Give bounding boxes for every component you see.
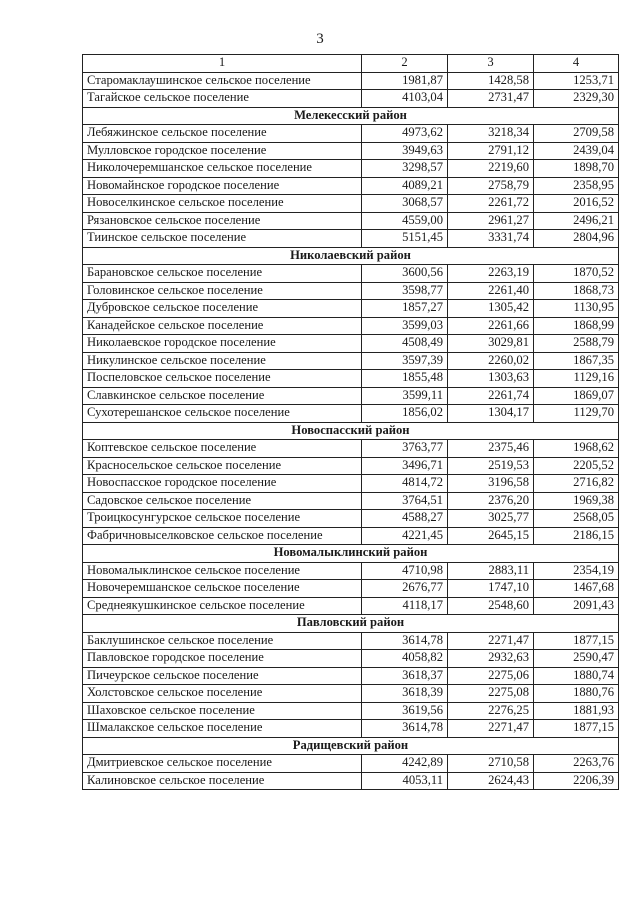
settlement-name: Николочеремшанское сельское поселение [83,160,362,178]
table-row [83,317,619,335]
settlement-name: Николаевское городское поселение [83,335,362,353]
settlement-name: Калиновское сельское поселение [83,772,362,790]
table-row [83,440,619,458]
value-col-4: 2263,76 [534,755,619,773]
value-col-4: 2205,52 [534,457,619,475]
table-body [83,72,619,790]
value-col-3: 2261,40 [448,282,534,300]
value-col-3: 2271,47 [448,720,534,738]
value-col-3: 2275,08 [448,685,534,703]
column-header-3: 3 [448,55,534,73]
settlement-name: Тагайское сельское поселение [83,90,362,108]
table-row [83,90,619,108]
table-row [83,580,619,598]
value-col-4: 1129,16 [534,370,619,388]
table-row [83,230,619,248]
value-col-3: 2645,15 [448,527,534,545]
value-col-3: 2271,47 [448,632,534,650]
district-name: Новоспасский район [83,422,619,440]
table-row [83,562,619,580]
value-col-2: 3764,51 [362,492,448,510]
column-header-2: 2 [362,55,448,73]
value-col-3: 2261,66 [448,317,534,335]
district-name: Мелекесский район [83,107,619,125]
value-col-4: 2804,96 [534,230,619,248]
table-row [83,335,619,353]
settlement-name: Сухотерешанское сельское поселение [83,405,362,423]
settlement-name: Среднеякушкинское сельское поселение [83,597,362,615]
value-col-4: 1881,93 [534,702,619,720]
value-col-4: 2709,58 [534,125,619,143]
settlement-name: Барановское сельское поселение [83,265,362,283]
table-row [83,142,619,160]
value-col-4: 2186,15 [534,527,619,545]
value-col-4: 1253,71 [534,72,619,90]
district-heading-row [83,615,619,633]
value-col-3: 2261,74 [448,387,534,405]
table-row [83,352,619,370]
value-col-2: 3619,56 [362,702,448,720]
value-col-3: 3196,58 [448,475,534,493]
value-col-3: 2376,20 [448,492,534,510]
table-row [83,405,619,423]
table-row [83,475,619,493]
district-heading-row [83,107,619,125]
value-col-2: 3614,78 [362,720,448,738]
table-row [83,177,619,195]
settlement-name: Коптевское сельское поселение [83,440,362,458]
table-row [83,720,619,738]
value-col-2: 1981,87 [362,72,448,90]
value-col-2: 4973,62 [362,125,448,143]
value-col-4: 2590,47 [534,650,619,668]
table-row [83,370,619,388]
settlement-name: Новоспасское городское поселение [83,475,362,493]
settlement-name: Лебяжинское сельское поселение [83,125,362,143]
value-col-3: 2624,43 [448,772,534,790]
value-col-3: 2275,06 [448,667,534,685]
table-row [83,72,619,90]
settlement-name: Баклушинское сельское поселение [83,632,362,650]
settlement-name: Новоселкинское сельское поселение [83,195,362,213]
table-row [83,650,619,668]
table-row [83,300,619,318]
value-col-2: 3598,77 [362,282,448,300]
table-row [83,282,619,300]
value-col-2: 3068,57 [362,195,448,213]
value-col-4: 1898,70 [534,160,619,178]
settlement-name: Славкинское сельское поселение [83,387,362,405]
value-col-4: 1877,15 [534,632,619,650]
value-col-4: 1130,95 [534,300,619,318]
value-col-2: 3614,78 [362,632,448,650]
table-row [83,265,619,283]
value-col-2: 3618,37 [362,667,448,685]
value-col-2: 3599,03 [362,317,448,335]
value-col-2: 4103,04 [362,90,448,108]
value-col-2: 4508,49 [362,335,448,353]
settlement-name: Новомалыклинское сельское поселение [83,562,362,580]
value-col-3: 2758,79 [448,177,534,195]
settlement-name: Канадейское сельское поселение [83,317,362,335]
value-col-3: 3331,74 [448,230,534,248]
value-col-2: 3600,56 [362,265,448,283]
value-col-3: 2519,53 [448,457,534,475]
value-col-2: 3618,39 [362,685,448,703]
value-col-4: 2588,79 [534,335,619,353]
district-name: Новомалыклинский район [83,545,619,563]
value-col-4: 1969,38 [534,492,619,510]
settlement-name: Дмитриевское сельское поселение [83,755,362,773]
value-col-4: 2439,04 [534,142,619,160]
value-col-3: 2260,02 [448,352,534,370]
value-col-4: 1968,62 [534,440,619,458]
settlement-name: Новомайнское городское поселение [83,177,362,195]
value-col-4: 1868,73 [534,282,619,300]
value-col-2: 3949,63 [362,142,448,160]
value-col-3: 3218,34 [448,125,534,143]
value-col-3: 1747,10 [448,580,534,598]
value-col-3: 2791,12 [448,142,534,160]
district-name: Павловский район [83,615,619,633]
value-col-2: 3763,77 [362,440,448,458]
settlement-name: Никулинское сельское поселение [83,352,362,370]
district-name: Радищевский район [83,737,619,755]
value-col-2: 5151,45 [362,230,448,248]
value-col-4: 1467,68 [534,580,619,598]
table-row [83,387,619,405]
value-col-3: 2548,60 [448,597,534,615]
page-number: 3 [316,31,324,47]
settlement-name: Старомаклаушинское сельское поселение [83,72,362,90]
district-heading-row [83,737,619,755]
settlement-name: Фабричновыселковское сельское поселение [83,527,362,545]
value-col-3: 1428,58 [448,72,534,90]
value-col-3: 2261,72 [448,195,534,213]
column-header-4: 4 [534,55,619,73]
value-col-3: 2276,25 [448,702,534,720]
value-col-2: 4053,11 [362,772,448,790]
table-row [83,632,619,650]
value-col-4: 2568,05 [534,510,619,528]
value-col-4: 1129,70 [534,405,619,423]
settlement-name: Головинское сельское поселение [83,282,362,300]
value-col-3: 1303,63 [448,370,534,388]
value-col-4: 2496,21 [534,212,619,230]
value-col-2: 2676,77 [362,580,448,598]
table-row [83,667,619,685]
district-name: Николаевский район [83,247,619,265]
value-col-4: 2091,43 [534,597,619,615]
settlement-name: Рязановское сельское поселение [83,212,362,230]
value-col-4: 1868,99 [534,317,619,335]
settlement-name: Холстовское сельское поселение [83,685,362,703]
value-col-3: 2961,27 [448,212,534,230]
settlement-name: Павловское городское поселение [83,650,362,668]
value-col-4: 2329,30 [534,90,619,108]
settlement-name: Шмалакское сельское поселение [83,720,362,738]
table-row [83,160,619,178]
value-col-2: 4058,82 [362,650,448,668]
table-row [83,527,619,545]
value-col-3: 2263,19 [448,265,534,283]
value-col-3: 2375,46 [448,440,534,458]
value-col-2: 1855,48 [362,370,448,388]
value-col-2: 4559,00 [362,212,448,230]
value-col-4: 1867,35 [534,352,619,370]
table-row [83,492,619,510]
settlement-name: Шаховское сельское поселение [83,702,362,720]
table-row [83,125,619,143]
table-row [83,597,619,615]
settlement-name: Садовское сельское поселение [83,492,362,510]
value-col-4: 1870,52 [534,265,619,283]
value-col-4: 1869,07 [534,387,619,405]
table-row [83,702,619,720]
value-col-4: 1880,74 [534,667,619,685]
table-row [83,457,619,475]
table-row [83,510,619,528]
value-col-2: 4118,17 [362,597,448,615]
value-col-3: 1305,42 [448,300,534,318]
value-col-3: 1304,17 [448,405,534,423]
value-col-3: 2883,11 [448,562,534,580]
value-col-2: 1856,02 [362,405,448,423]
value-col-2: 4242,89 [362,755,448,773]
value-col-4: 1880,76 [534,685,619,703]
settlement-name: Поспеловское сельское поселение [83,370,362,388]
settlements-table [82,54,619,790]
value-col-2: 3597,39 [362,352,448,370]
settlement-name: Троицкосунгурское сельское поселение [83,510,362,528]
value-col-3: 3025,77 [448,510,534,528]
value-col-4: 2354,19 [534,562,619,580]
value-col-3: 2219,60 [448,160,534,178]
table-row [83,195,619,213]
value-col-3: 3029,81 [448,335,534,353]
value-col-2: 1857,27 [362,300,448,318]
settlement-name: Дубровское сельское поселение [83,300,362,318]
settlement-name: Красносельское сельское поселение [83,457,362,475]
value-col-4: 2016,52 [534,195,619,213]
value-col-4: 2358,95 [534,177,619,195]
table-row [83,685,619,703]
table-row [83,212,619,230]
settlement-name: Пичеурское сельское поселение [83,667,362,685]
value-col-4: 2716,82 [534,475,619,493]
value-col-2: 4814,72 [362,475,448,493]
settlement-name: Мулловское городское поселение [83,142,362,160]
district-heading-row [83,422,619,440]
settlement-name: Тиинское сельское поселение [83,230,362,248]
table-row [83,755,619,773]
table-row [83,772,619,790]
value-col-2: 4221,45 [362,527,448,545]
value-col-2: 3599,11 [362,387,448,405]
value-col-3: 2932,63 [448,650,534,668]
value-col-2: 3298,57 [362,160,448,178]
district-heading-row [83,247,619,265]
settlement-name: Новочеремшанское сельское поселение [83,580,362,598]
value-col-2: 4089,21 [362,177,448,195]
column-header-1: 1 [83,55,362,73]
value-col-4: 2206,39 [534,772,619,790]
value-col-2: 3496,71 [362,457,448,475]
value-col-2: 4710,98 [362,562,448,580]
value-col-3: 2731,47 [448,90,534,108]
district-heading-row [83,545,619,563]
value-col-2: 4588,27 [362,510,448,528]
value-col-4: 1877,15 [534,720,619,738]
table-header-row [83,55,619,73]
value-col-3: 2710,58 [448,755,534,773]
